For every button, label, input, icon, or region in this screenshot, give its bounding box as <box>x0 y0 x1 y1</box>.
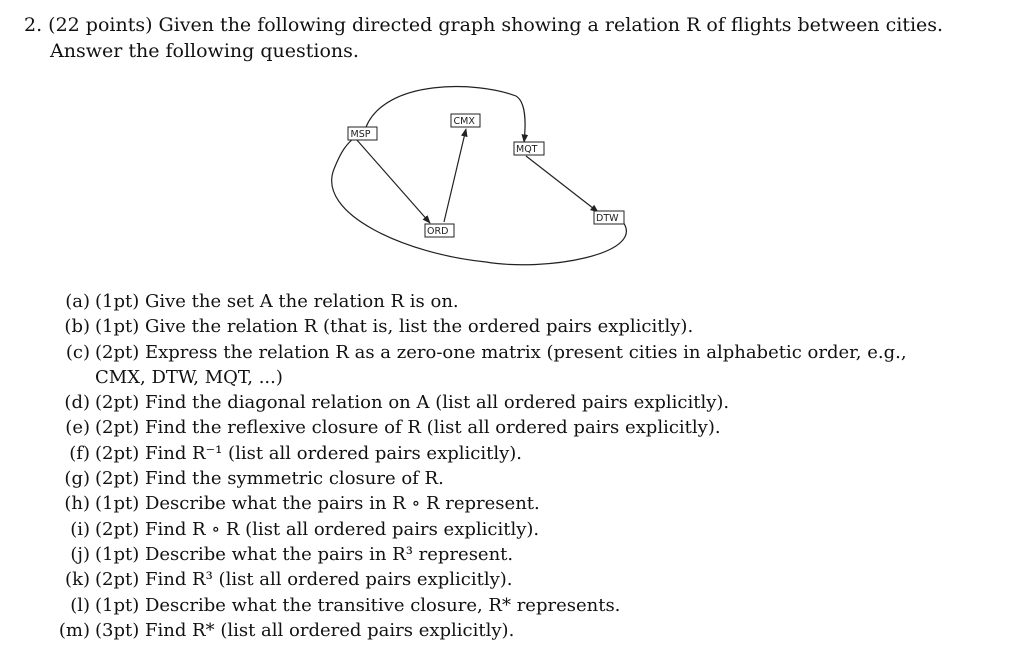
question-text: (2pt) Express the relation R as a zero-one matrix (present cities in alphabetic order, e.g., <box>95 341 907 363</box>
question-label: (b) <box>64 316 90 338</box>
question-label: (a) <box>65 291 90 312</box>
question-text: (2pt) Find R ∘ R (list all ordered pairs explicitly). <box>95 518 540 540</box>
node-msp <box>348 127 377 140</box>
question-d <box>52 390 992 415</box>
edge-ord-cmx <box>444 129 466 222</box>
question-e <box>52 415 992 440</box>
node-msp-label: MSP <box>350 129 371 140</box>
question-list <box>52 289 992 643</box>
question-c <box>52 340 992 365</box>
question-j <box>52 542 992 567</box>
question-h <box>52 491 992 516</box>
question-text: (2pt) Find the symmetric closure of R. <box>95 468 444 490</box>
question-label: (m) <box>58 619 90 641</box>
node-dtw <box>594 211 624 224</box>
question-b <box>52 314 992 339</box>
problem-statement-line-1: 2. (22 points) Given the following directed graph showing a relation R of flights between cities. <box>24 14 944 36</box>
node-cmx <box>451 114 480 127</box>
node-cmx-label: CMX <box>453 116 475 127</box>
question-g <box>52 466 992 491</box>
question-label: (g) <box>64 468 90 490</box>
edge-mqt-dtw <box>526 156 598 212</box>
question-label: (j) <box>70 543 90 565</box>
node-mqt <box>514 142 544 155</box>
question-label: (e) <box>65 417 90 439</box>
question-text: (2pt) Find R⁻¹ (list all ordered pairs explicitly). <box>95 442 523 464</box>
question-label: (h) <box>64 493 90 515</box>
question-a <box>52 289 992 314</box>
question-text: (1pt) Give the relation R (that is, list the ordered pairs explicitly). <box>95 316 694 338</box>
question-text: (1pt) Describe what the transitive closure, R* represents. <box>95 594 621 616</box>
question-text: (1pt) Describe what the pairs in R³ represent. <box>95 543 514 565</box>
question-label: (f) <box>69 442 90 464</box>
node-dtw-label: DTW <box>596 213 619 224</box>
question-label: (i) <box>70 518 90 540</box>
question-text: (3pt) Find R* (list all ordered pairs explicitly). <box>95 619 515 641</box>
node-ord-label: ORD <box>427 226 449 237</box>
question-f <box>52 441 992 466</box>
node-ord <box>425 224 454 237</box>
question-label: (c) <box>65 341 90 363</box>
question-text: (1pt) Describe what the pairs in R ∘ R represent. <box>95 493 540 515</box>
question-text: (2pt) Find the diagonal relation on A (list all ordered pairs explicitly). <box>95 392 730 414</box>
question-c-continuation <box>52 365 992 390</box>
node-mqt-label: MQT <box>516 144 538 155</box>
flight-relation-graph <box>326 84 646 274</box>
question-text: (1pt) Give the set A the relation R is on. <box>95 291 459 312</box>
question-l <box>52 593 992 618</box>
question-i <box>52 517 992 542</box>
question-k <box>52 567 992 592</box>
question-m <box>52 618 992 643</box>
problem-statement-line-2: Answer the following questions. <box>50 40 359 62</box>
question-label: (d) <box>64 392 90 414</box>
question-text: CMX, DTW, MQT, ...) <box>95 366 283 388</box>
question-text: (2pt) Find R³ (list all ordered pairs explicitly). <box>95 569 513 591</box>
question-text: (2pt) Find the reflexive closure of R (list all ordered pairs explicitly). <box>95 417 721 439</box>
question-label: (l) <box>70 594 90 616</box>
question-label: (k) <box>65 569 90 591</box>
edge-msp-ord <box>356 139 430 223</box>
edge-msp-mqt <box>366 87 525 142</box>
